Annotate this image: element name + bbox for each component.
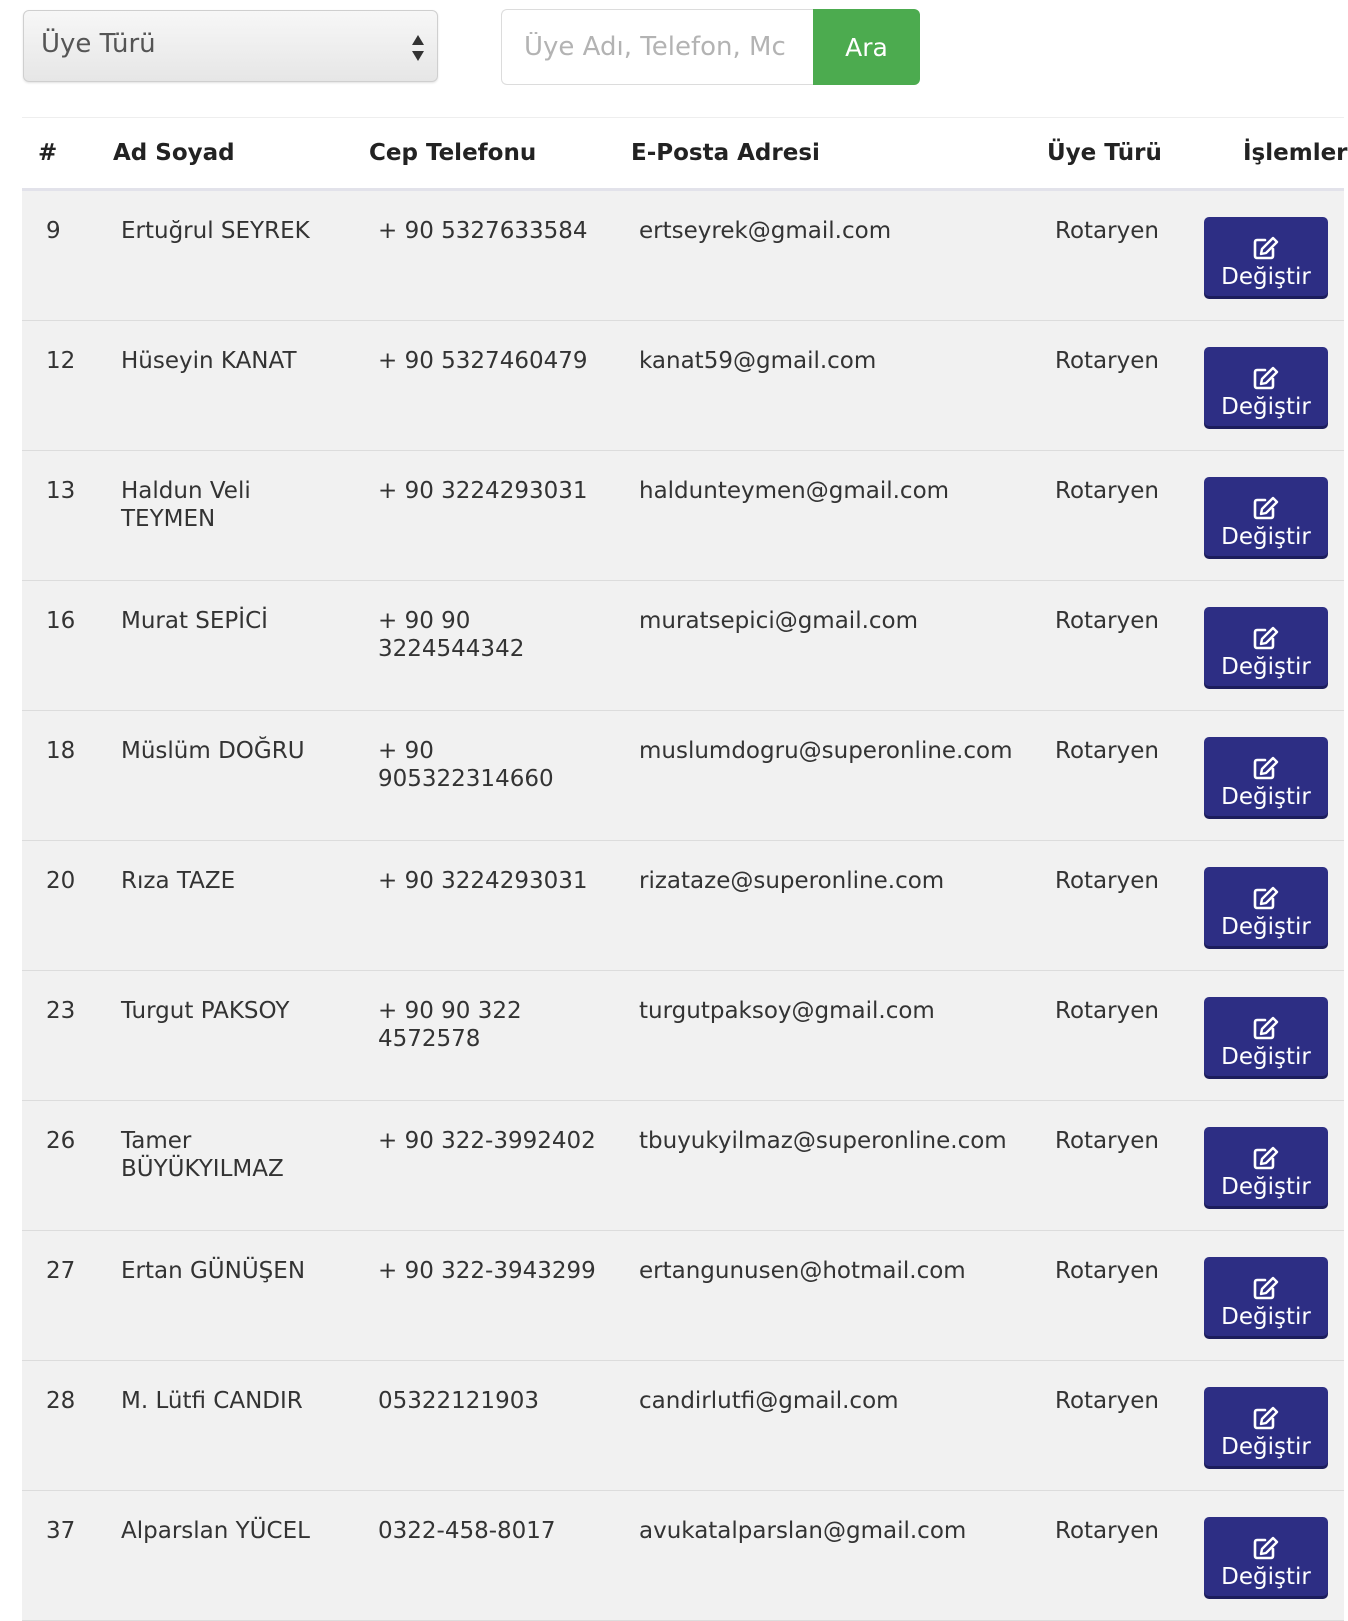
cell-member-type: Rotaryen [1055,348,1159,374]
edit-button-label: Değiştir [1221,783,1311,810]
edit-button[interactable] [1204,607,1328,686]
table-row [22,971,1344,1101]
cell-email: tbuyukyilmaz@superonline.com [639,1128,1007,1154]
cell-member-type: Rotaryen [1055,1258,1159,1284]
table-row [22,1491,1344,1621]
cell-id: 20 [46,868,76,894]
edit-button-label: Değiştir [1221,913,1311,940]
search-input[interactable] [501,9,815,85]
edit-button[interactable] [1204,1127,1328,1206]
edit-button-label: Değiştir [1221,1563,1311,1590]
column-header-id: # [38,140,58,166]
cell-email: kanat59@gmail.com [639,348,877,374]
cell-email: ertseyrek@gmail.com [639,218,892,244]
table-row [22,841,1344,971]
cell-id: 26 [46,1128,76,1154]
table-row [22,711,1344,841]
edit-button-label: Değiştir [1221,653,1311,680]
cell-member-type: Rotaryen [1055,218,1159,244]
cell-member-type: Rotaryen [1055,1518,1159,1544]
cell-name: Turgut PAKSOY [121,998,290,1024]
cell-name: Hüseyin KANAT [121,348,297,374]
cell-phone: + 90 3224293031 [378,478,588,504]
filter-bar [0,0,1344,100]
cell-member-type: Rotaryen [1055,1128,1159,1154]
table-row [22,321,1344,451]
cell-phone: + 90 905322314660 [378,738,554,792]
edit-button-label: Değiştir [1221,393,1311,420]
column-header-type: Üye Türü [1047,140,1162,166]
edit-pencil-icon [1253,886,1279,910]
members-table [22,117,1348,1621]
cell-id: 12 [46,348,76,374]
edit-pencil-icon [1253,1146,1279,1170]
edit-button[interactable] [1204,867,1328,946]
cell-phone: + 90 3224293031 [378,868,588,894]
edit-pencil-icon [1253,496,1279,520]
column-header-email: E-Posta Adresi [631,140,820,166]
cell-email: candirlutfi@gmail.com [639,1388,899,1414]
column-header-name: Ad Soyad [113,140,235,166]
cell-name: Müslüm DOĞRU [121,738,305,764]
member-type-select-value: Üye Türü [41,29,156,59]
cell-email: muslumdogru@superonline.com [639,738,1013,764]
cell-name: Tamer BÜYÜKYILMAZ [121,1128,284,1182]
edit-button[interactable] [1204,1517,1328,1596]
edit-pencil-icon [1253,1276,1279,1300]
table-row [22,191,1344,321]
column-header-actions: İşlemler [1243,140,1348,166]
edit-pencil-icon [1253,756,1279,780]
cell-email: avukatalparslan@gmail.com [639,1518,967,1544]
column-header-phone: Cep Telefonu [369,140,537,166]
cell-phone: + 90 90 322 4572578 [378,998,522,1052]
cell-name: Alparslan YÜCEL [121,1518,310,1544]
edit-button[interactable] [1204,1387,1328,1466]
edit-pencil-icon [1253,626,1279,650]
edit-pencil-icon [1253,366,1279,390]
cell-id: 18 [46,738,76,764]
up-down-caret-icon [411,33,425,63]
cell-name: Ertan GÜNÜŞEN [121,1258,306,1284]
cell-member-type: Rotaryen [1055,1388,1159,1414]
cell-member-type: Rotaryen [1055,608,1159,634]
edit-button[interactable] [1204,997,1328,1076]
cell-name: M. Lütfi CANDIR [121,1388,303,1414]
table-row [22,1361,1344,1491]
cell-id: 28 [46,1388,76,1414]
cell-name: Murat SEPİCİ [121,608,268,634]
cell-phone: + 90 90 3224544342 [378,608,525,662]
cell-email: muratsepici@gmail.com [639,608,919,634]
edit-pencil-icon [1253,1406,1279,1430]
table-row [22,581,1344,711]
member-type-select[interactable] [23,10,438,82]
cell-phone: + 90 322-3943299 [378,1258,596,1284]
table-header [22,117,1348,191]
cell-name: Rıza TAZE [121,868,236,894]
edit-button-label: Değiştir [1221,523,1311,550]
edit-button-label: Değiştir [1221,1303,1311,1330]
cell-email: ertangunusen@hotmail.com [639,1258,966,1284]
edit-button-label: Değiştir [1221,1173,1311,1200]
edit-button[interactable] [1204,347,1328,426]
cell-name: Ertuğrul SEYREK [121,218,310,244]
cell-member-type: Rotaryen [1055,868,1159,894]
edit-button[interactable] [1204,1257,1328,1336]
cell-phone: 0322-458-8017 [378,1518,556,1544]
edit-pencil-icon [1253,1536,1279,1560]
cell-id: 37 [46,1518,76,1544]
cell-member-type: Rotaryen [1055,738,1159,764]
cell-phone: 05322121903 [378,1388,539,1414]
cell-email: turgutpaksoy@gmail.com [639,998,935,1024]
table-body [22,191,1344,1621]
cell-id: 23 [46,998,76,1024]
search-button[interactable]: Ara [813,9,920,85]
edit-button[interactable] [1204,477,1328,556]
cell-member-type: Rotaryen [1055,998,1159,1024]
table-row [22,451,1344,581]
cell-id: 27 [46,1258,76,1284]
edit-button-label: Değiştir [1221,1433,1311,1460]
cell-phone: + 90 5327633584 [378,218,588,244]
table-row [22,1231,1344,1361]
cell-id: 9 [46,218,61,244]
edit-button[interactable] [1204,737,1328,816]
table-row [22,1101,1344,1231]
cell-member-type: Rotaryen [1055,478,1159,504]
cell-phone: + 90 322-3992402 [378,1128,596,1154]
cell-email: rizataze@superonline.com [639,868,945,894]
cell-name: Haldun Veli TEYMEN [121,478,251,532]
cell-email: haldunteymen@gmail.com [639,478,950,504]
edit-pencil-icon [1253,236,1279,260]
edit-button[interactable] [1204,217,1328,296]
cell-id: 13 [46,478,76,504]
edit-pencil-icon [1253,1016,1279,1040]
edit-button-label: Değiştir [1221,1043,1311,1070]
cell-id: 16 [46,608,76,634]
edit-button-label: Değiştir [1221,263,1311,290]
cell-phone: + 90 5327460479 [378,348,588,374]
